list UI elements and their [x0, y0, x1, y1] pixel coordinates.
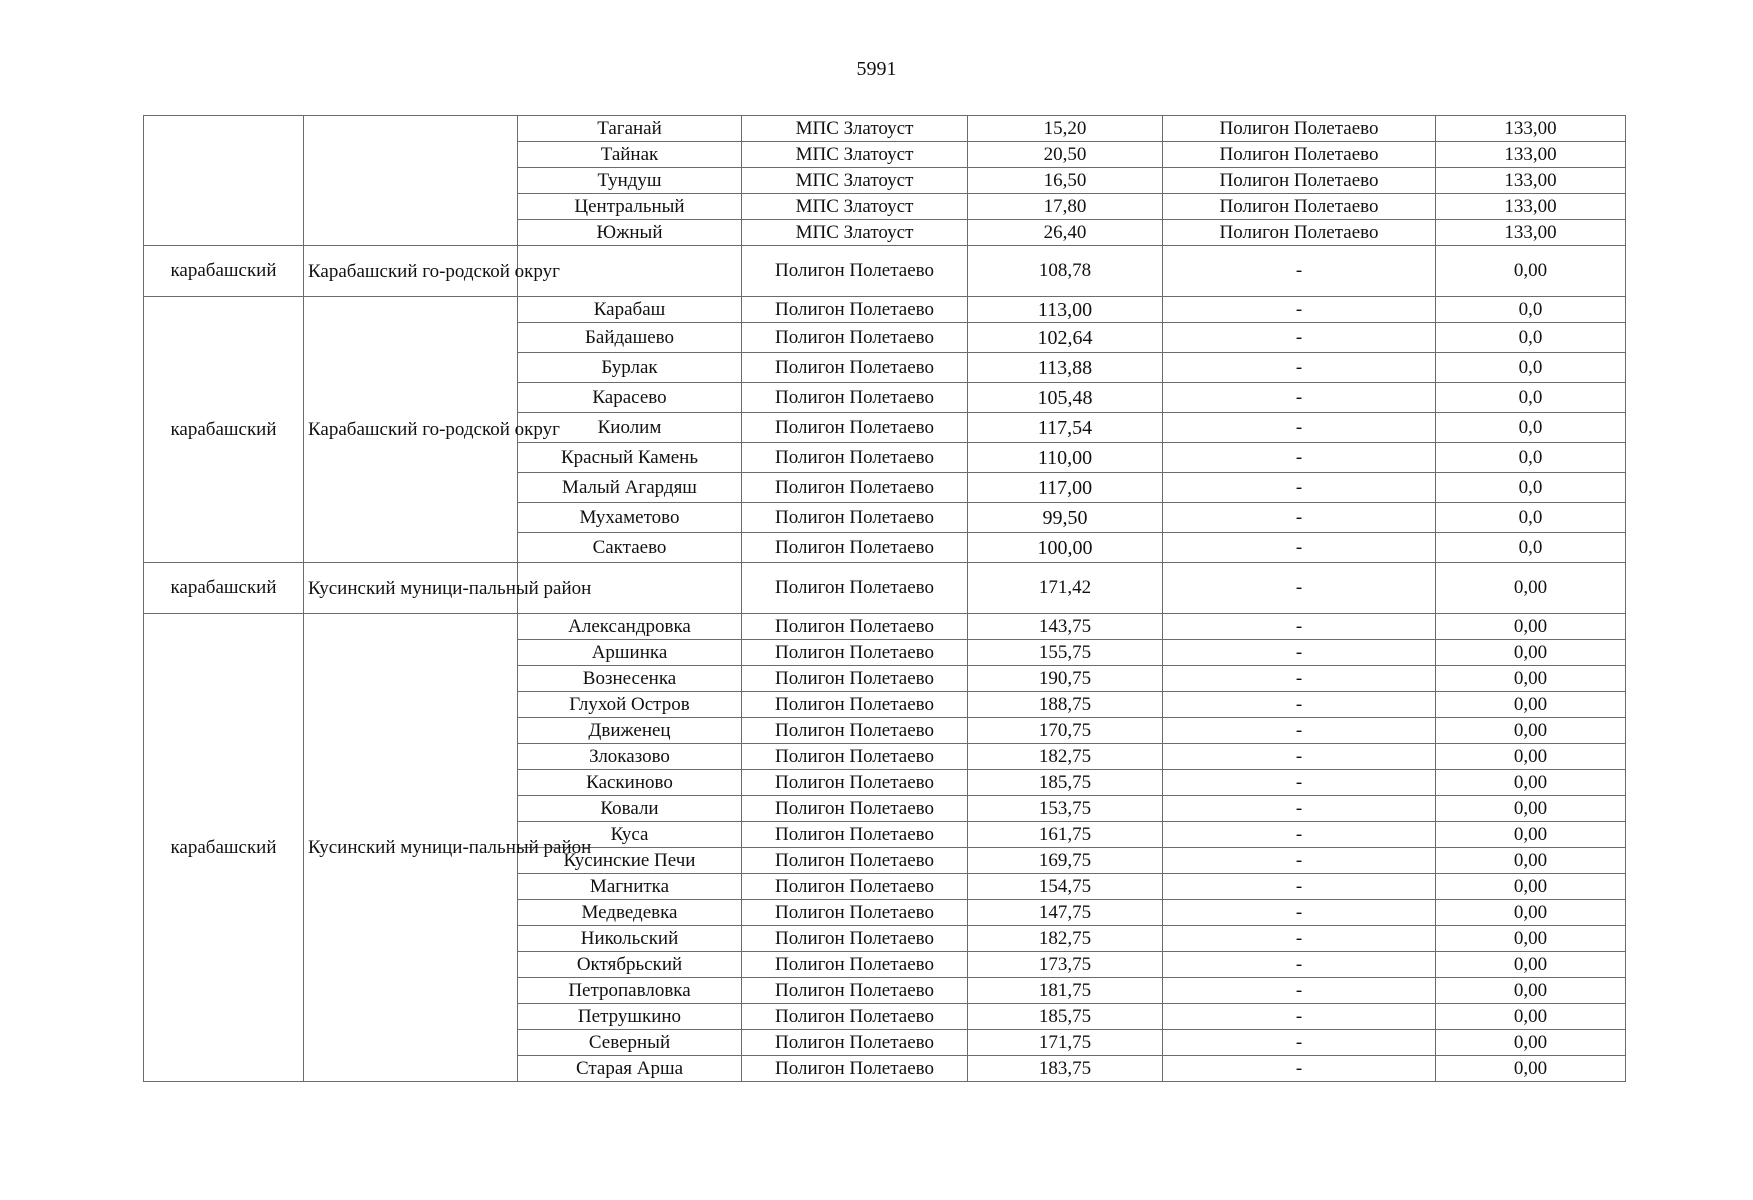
- settlement-cell: Движенец: [518, 718, 742, 744]
- settlement-cell: Киолим: [518, 413, 742, 443]
- facility-cell: Полигон Полетаево: [742, 413, 968, 443]
- distance-2-cell: 0,00: [1436, 744, 1626, 770]
- distance-cell: 173,75: [968, 952, 1163, 978]
- settlement-cell: Ковали: [518, 796, 742, 822]
- settlement-cell: Северный: [518, 1030, 742, 1056]
- facility-cell: Полигон Полетаево: [742, 874, 968, 900]
- settlement-cell: Центральный: [518, 194, 742, 220]
- distance-cell: 182,75: [968, 744, 1163, 770]
- distance-cell: 108,78: [968, 246, 1163, 297]
- settlement-cell: Вознесенка: [518, 666, 742, 692]
- distance-cell: 171,42: [968, 563, 1163, 614]
- facility-cell: Полигон Полетаево: [742, 1004, 968, 1030]
- facility-cell: Полигон Полетаево: [742, 246, 968, 297]
- settlement-cell: Карасево: [518, 383, 742, 413]
- distance-cell: 153,75: [968, 796, 1163, 822]
- destination-cell: -: [1163, 323, 1436, 353]
- facility-cell: Полигон Полетаево: [742, 978, 968, 1004]
- distance-2-cell: 0,00: [1436, 874, 1626, 900]
- facility-cell: Полигон Полетаево: [742, 744, 968, 770]
- facility-cell: Полигон Полетаево: [742, 614, 968, 640]
- destination-cell: -: [1163, 900, 1436, 926]
- destination-cell: Полигон Полетаево: [1163, 194, 1436, 220]
- table-row: [144, 246, 1626, 297]
- destination-cell: -: [1163, 503, 1436, 533]
- destination-cell: -: [1163, 926, 1436, 952]
- facility-cell: Полигон Полетаево: [742, 900, 968, 926]
- distance-cell: 17,80: [968, 194, 1163, 220]
- facility-cell: Полигон Полетаево: [742, 353, 968, 383]
- district-cell: карабашский: [144, 297, 304, 563]
- destination-cell: -: [1163, 978, 1436, 1004]
- destination-cell: -: [1163, 297, 1436, 323]
- distance-cell: 181,75: [968, 978, 1163, 1004]
- distance-2-cell: 0,00: [1436, 614, 1626, 640]
- distance-2-cell: 0,00: [1436, 640, 1626, 666]
- destination-cell: Полигон Полетаево: [1163, 168, 1436, 194]
- distance-cell: 143,75: [968, 614, 1163, 640]
- destination-cell: -: [1163, 718, 1436, 744]
- destination-cell: -: [1163, 1056, 1436, 1082]
- settlement-cell: Октябрьский: [518, 952, 742, 978]
- facility-cell: Полигон Полетаево: [742, 848, 968, 874]
- distance-cell: 147,75: [968, 900, 1163, 926]
- distance-2-cell: 133,00: [1436, 142, 1626, 168]
- distance-cell: 170,75: [968, 718, 1163, 744]
- distance-cell: 113,88: [968, 353, 1163, 383]
- settlement-cell: Мухаметово: [518, 503, 742, 533]
- facility-cell: МПС Златоуст: [742, 142, 968, 168]
- distance-cell: 26,40: [968, 220, 1163, 246]
- facility-cell: Полигон Полетаево: [742, 796, 968, 822]
- distance-cell: 185,75: [968, 770, 1163, 796]
- destination-cell: -: [1163, 443, 1436, 473]
- destination-cell: -: [1163, 744, 1436, 770]
- distance-cell: 190,75: [968, 666, 1163, 692]
- distance-2-cell: 0,00: [1436, 822, 1626, 848]
- distance-cell: 171,75: [968, 1030, 1163, 1056]
- distance-2-cell: 0,00: [1436, 666, 1626, 692]
- distance-cell: 188,75: [968, 692, 1163, 718]
- distance-2-cell: 0,00: [1436, 770, 1626, 796]
- facility-cell: Полигон Полетаево: [742, 1056, 968, 1082]
- destination-cell: -: [1163, 770, 1436, 796]
- settlement-cell: Аршинка: [518, 640, 742, 666]
- destination-cell: -: [1163, 796, 1436, 822]
- settlement-cell: Малый Агардяш: [518, 473, 742, 503]
- distance-2-cell: 0,00: [1436, 718, 1626, 744]
- distance-2-cell: 0,00: [1436, 796, 1626, 822]
- distance-2-cell: 0,00: [1436, 1004, 1626, 1030]
- distance-cell: 183,75: [968, 1056, 1163, 1082]
- destination-cell: -: [1163, 952, 1436, 978]
- distance-2-cell: 0,0: [1436, 383, 1626, 413]
- facility-cell: МПС Златоуст: [742, 220, 968, 246]
- distance-2-cell: 0,0: [1436, 533, 1626, 563]
- distance-cell: 154,75: [968, 874, 1163, 900]
- settlement-cell: Байдашево: [518, 323, 742, 353]
- settlement-cell: Магнитка: [518, 874, 742, 900]
- page-number: 5991: [856, 58, 897, 80]
- facility-cell: Полигон Полетаево: [742, 692, 968, 718]
- settlement-cell: Александровка: [518, 614, 742, 640]
- destination-cell: -: [1163, 563, 1436, 614]
- destination-cell: -: [1163, 1030, 1436, 1056]
- distance-2-cell: 0,00: [1436, 1056, 1626, 1082]
- district-cell: карабашский: [144, 614, 304, 1082]
- distance-cell: 113,00: [968, 297, 1163, 323]
- destination-cell: Полигон Полетаево: [1163, 220, 1436, 246]
- facility-cell: Полигон Полетаево: [742, 640, 968, 666]
- destination-cell: Полигон Полетаево: [1163, 116, 1436, 142]
- distance-2-cell: 133,00: [1436, 194, 1626, 220]
- destination-cell: -: [1163, 614, 1436, 640]
- distance-cell: 16,50: [968, 168, 1163, 194]
- distance-2-cell: 133,00: [1436, 168, 1626, 194]
- settlement-cell: Сактаево: [518, 533, 742, 563]
- distance-cell: 185,75: [968, 1004, 1163, 1030]
- facility-cell: Полигон Полетаево: [742, 926, 968, 952]
- table-row: [144, 614, 1626, 640]
- facility-cell: МПС Златоуст: [742, 168, 968, 194]
- settlement-cell: Глухой Остров: [518, 692, 742, 718]
- distance-2-cell: 0,0: [1436, 353, 1626, 383]
- distance-cell: 110,00: [968, 443, 1163, 473]
- distance-2-cell: 0,00: [1436, 926, 1626, 952]
- facility-cell: Полигон Полетаево: [742, 503, 968, 533]
- distance-2-cell: 133,00: [1436, 116, 1626, 142]
- distance-2-cell: 0,00: [1436, 978, 1626, 1004]
- table-row: [144, 116, 1626, 142]
- settlement-cell: Петрушкино: [518, 1004, 742, 1030]
- facility-cell: Полигон Полетаево: [742, 443, 968, 473]
- facility-cell: Полигон Полетаево: [742, 952, 968, 978]
- facility-cell: Полигон Полетаево: [742, 533, 968, 563]
- distance-2-cell: 0,00: [1436, 1030, 1626, 1056]
- destination-cell: -: [1163, 692, 1436, 718]
- destination-cell: -: [1163, 640, 1436, 666]
- district-cell: карабашский: [144, 246, 304, 297]
- distance-2-cell: 0,00: [1436, 692, 1626, 718]
- waste-routing-table: [143, 115, 1626, 1082]
- facility-cell: Полигон Полетаево: [742, 563, 968, 614]
- table-row: [144, 297, 1626, 323]
- distance-2-cell: 0,0: [1436, 443, 1626, 473]
- settlement-cell: Никольский: [518, 926, 742, 952]
- distance-2-cell: 0,00: [1436, 952, 1626, 978]
- settlement-cell: Каскиново: [518, 770, 742, 796]
- distance-2-cell: 0,0: [1436, 503, 1626, 533]
- facility-cell: Полигон Полетаево: [742, 718, 968, 744]
- facility-cell: Полигон Полетаево: [742, 323, 968, 353]
- distance-cell: 117,54: [968, 413, 1163, 443]
- table-row: [144, 563, 1626, 614]
- settlement-cell: Злоказово: [518, 744, 742, 770]
- distance-2-cell: 0,00: [1436, 848, 1626, 874]
- distance-cell: 15,20: [968, 116, 1163, 142]
- municipality-cell: Кусинский муници-пальный район: [304, 614, 518, 1082]
- distance-2-cell: 0,0: [1436, 473, 1626, 503]
- facility-cell: Полигон Полетаево: [742, 770, 968, 796]
- facility-cell: Полигон Полетаево: [742, 666, 968, 692]
- settlement-cell: Красный Камень: [518, 443, 742, 473]
- distance-cell: 117,00: [968, 473, 1163, 503]
- destination-cell: -: [1163, 383, 1436, 413]
- facility-cell: Полигон Полетаево: [742, 473, 968, 503]
- distance-cell: 100,00: [968, 533, 1163, 563]
- facility-cell: Полигон Полетаево: [742, 1030, 968, 1056]
- destination-cell: -: [1163, 666, 1436, 692]
- destination-cell: -: [1163, 874, 1436, 900]
- facility-cell: Полигон Полетаево: [742, 297, 968, 323]
- destination-cell: -: [1163, 353, 1436, 383]
- settlement-cell: Старая Арша: [518, 1056, 742, 1082]
- settlement-cell: Южный: [518, 220, 742, 246]
- destination-cell: Полигон Полетаево: [1163, 142, 1436, 168]
- destination-cell: -: [1163, 533, 1436, 563]
- distance-cell: 20,50: [968, 142, 1163, 168]
- settlement-cell: Куса: [518, 822, 742, 848]
- settlement-cell: Бурлак: [518, 353, 742, 383]
- distance-2-cell: 0,00: [1436, 246, 1626, 297]
- facility-cell: Полигон Полетаево: [742, 822, 968, 848]
- settlement-cell: Петропавловка: [518, 978, 742, 1004]
- distance-2-cell: 0,0: [1436, 413, 1626, 443]
- distance-cell: 155,75: [968, 640, 1163, 666]
- distance-cell: 99,50: [968, 503, 1163, 533]
- settlement-cell: Тайнак: [518, 142, 742, 168]
- destination-cell: -: [1163, 246, 1436, 297]
- facility-cell: Полигон Полетаево: [742, 383, 968, 413]
- distance-cell: 161,75: [968, 822, 1163, 848]
- settlement-cell: Медведевка: [518, 900, 742, 926]
- distance-2-cell: 0,00: [1436, 563, 1626, 614]
- distance-2-cell: 0,0: [1436, 323, 1626, 353]
- destination-cell: -: [1163, 1004, 1436, 1030]
- distance-2-cell: 133,00: [1436, 220, 1626, 246]
- destination-cell: -: [1163, 848, 1436, 874]
- settlement-cell: Таганай: [518, 116, 742, 142]
- distance-cell: 102,64: [968, 323, 1163, 353]
- district-cell: карабашский: [144, 563, 304, 614]
- facility-cell: МПС Златоуст: [742, 194, 968, 220]
- distance-cell: 105,48: [968, 383, 1163, 413]
- distance-cell: 169,75: [968, 848, 1163, 874]
- settlement-cell: Кусинские Печи: [518, 848, 742, 874]
- municipality-cell: Кусинский муници-пальный район: [304, 563, 518, 614]
- municipality-cell: Карабашский го-родской округ: [304, 297, 518, 563]
- municipality-cell: [304, 116, 518, 246]
- settlement-cell: Карабаш: [518, 297, 742, 323]
- facility-cell: МПС Златоуст: [742, 116, 968, 142]
- municipality-cell: Карабашский го-родской округ: [304, 246, 518, 297]
- destination-cell: -: [1163, 822, 1436, 848]
- destination-cell: -: [1163, 413, 1436, 443]
- settlement-cell: Тундуш: [518, 168, 742, 194]
- distance-2-cell: 0,0: [1436, 297, 1626, 323]
- distance-cell: 182,75: [968, 926, 1163, 952]
- district-cell: [144, 116, 304, 246]
- destination-cell: -: [1163, 473, 1436, 503]
- distance-2-cell: 0,00: [1436, 900, 1626, 926]
